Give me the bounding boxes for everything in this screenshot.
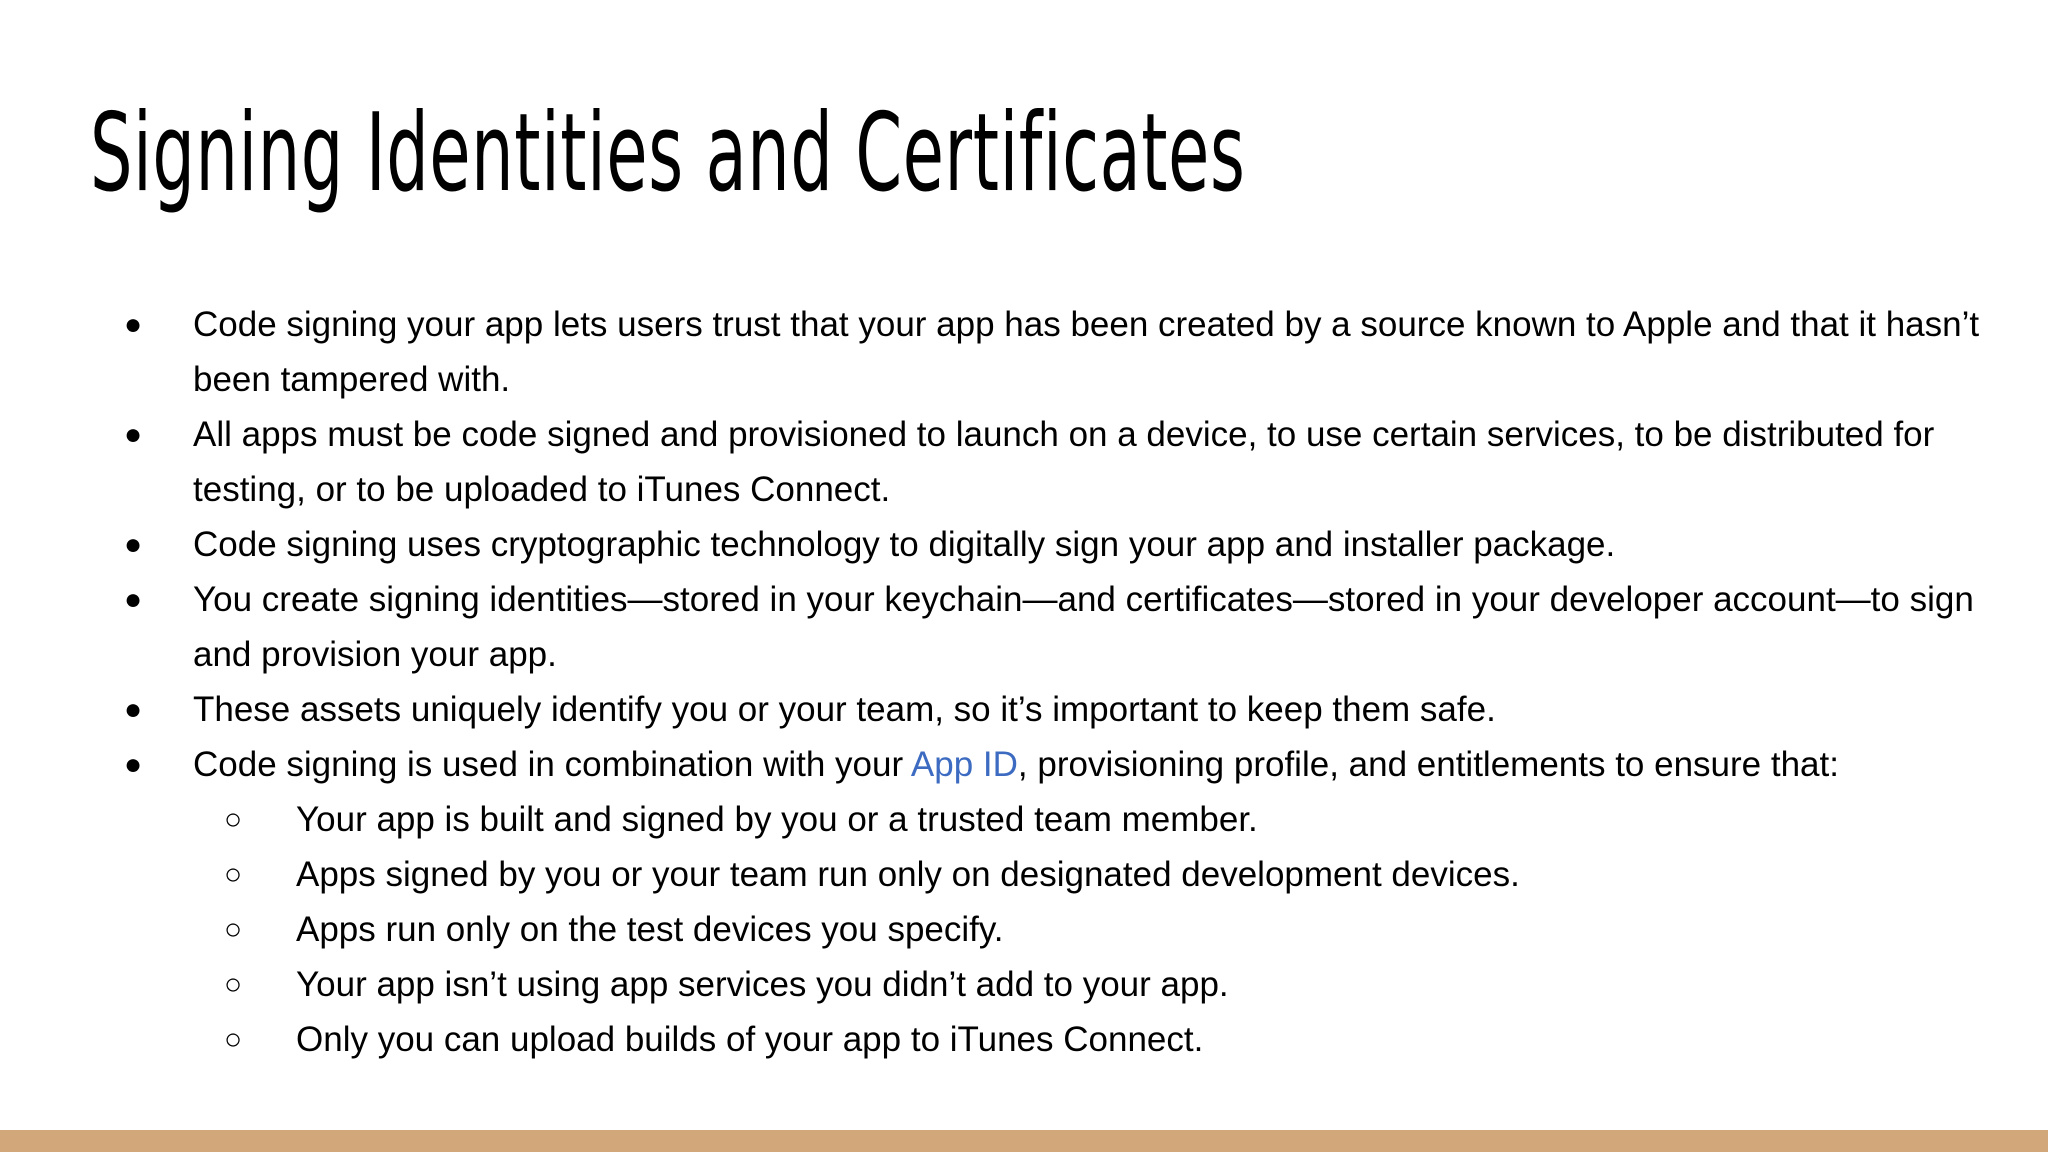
sub-bullet-text: Only you can upload builds of your app to iTunes Connect. [296, 1020, 1204, 1059]
sub-bullet-icon: ○ [224, 913, 243, 946]
sub-bullet-icon: ○ [224, 858, 243, 891]
sub-list-item [0, 792, 2048, 847]
bullet-text: Code signing your app lets users trust that your app has been created by a source known to Apple and that it hasn’t been tampered with. [193, 305, 1980, 399]
bullet-icon: ● [124, 583, 143, 616]
list-item [0, 297, 2048, 407]
bullet-text-suffix: , provisioning profile, and entitlements to ensure that: [1017, 745, 1839, 784]
list-item [0, 572, 2048, 682]
list-item [0, 737, 2048, 792]
bullet-icon: ● [124, 748, 143, 781]
bullet-icon: ● [124, 693, 143, 726]
bullet-list [0, 297, 2048, 1067]
sub-list-item [0, 1012, 2048, 1067]
footer-bar [0, 1130, 2048, 1152]
list-item [0, 517, 2048, 572]
bullet-text: All apps must be code signed and provisioned to launch on a device, to use certain services, to be distributed for testing, or to be uploaded to iTunes Connect. [193, 415, 1935, 509]
bullet-text-prefix: Code signing is used in combination with your [193, 745, 911, 784]
bullet-text: These assets uniquely identify you or your team, so it’s important to keep them safe. [193, 690, 1496, 729]
list-item [0, 682, 2048, 737]
list-item [0, 407, 2048, 517]
sub-bullet-text: Your app isn’t using app services you didn’t add to your app. [296, 965, 1229, 1004]
bullet-text: Code signing uses cryptographic technology to digitally sign your app and installer package. [193, 525, 1616, 564]
sub-bullet-text: Apps signed by you or your team run only on designated development devices. [296, 855, 1520, 894]
sub-bullet-text: Apps run only on the test devices you specify. [296, 910, 1004, 949]
sub-list-item [0, 957, 2048, 1012]
bullet-icon: ● [124, 308, 143, 341]
bullet-icon: ● [124, 418, 143, 451]
sub-list-item [0, 902, 2048, 957]
app-id-link[interactable]: App ID [910, 745, 1018, 784]
bullet-icon: ● [124, 528, 143, 561]
sub-bullet-text: Your app is built and signed by you or a trusted team member. [296, 800, 1258, 839]
bullet-text: You create signing identities—stored in your keychain—and certificates—stored in your developer account—to sign and provision your app. [193, 580, 1974, 674]
sub-list-item [0, 847, 2048, 902]
sub-bullet-icon: ○ [224, 968, 243, 1001]
sub-bullet-icon: ○ [224, 1023, 243, 1056]
slide-title: Signing Identities and Certificates [90, 91, 1246, 216]
sub-bullet-icon: ○ [224, 803, 243, 836]
